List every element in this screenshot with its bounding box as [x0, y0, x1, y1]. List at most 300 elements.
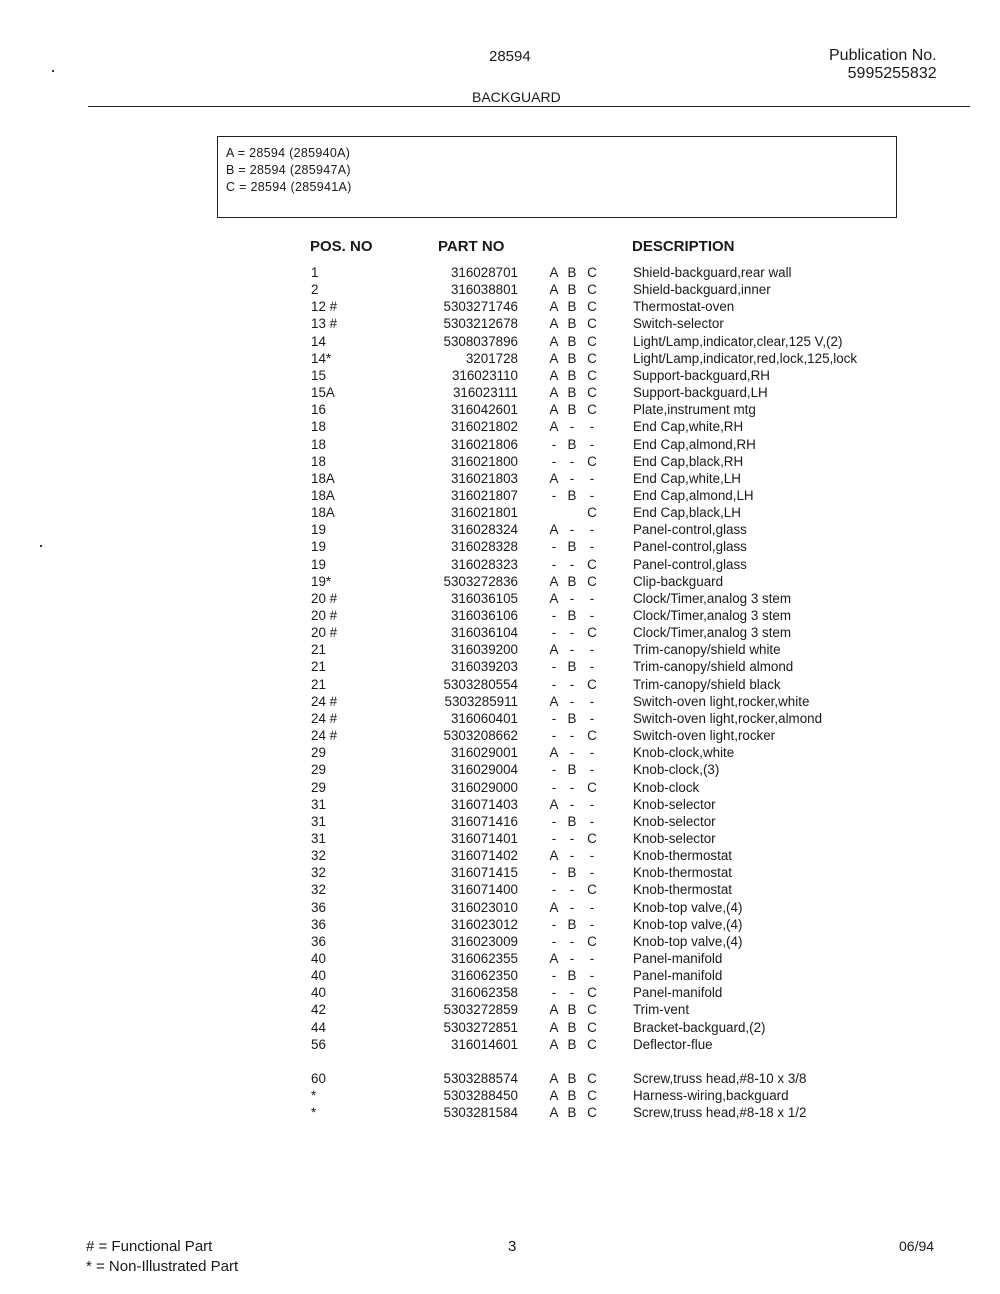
row-part-number: 316021801 [450, 505, 518, 521]
table-row [0, 488, 1000, 505]
row-model-a: A [549, 367, 559, 383]
row-model-b: - [569, 985, 575, 1001]
row-description: Clock/Timer,analog 3 stem [633, 625, 792, 641]
row-model-c: - [589, 899, 595, 915]
row-model-a: - [551, 453, 557, 469]
row-part-number: 5308037896 [443, 333, 518, 349]
row-model-c: C [587, 882, 597, 898]
legend-line-c: C = 28594 (285941A) [226, 180, 352, 194]
row-description: End Cap,black,RH [633, 453, 744, 469]
table-row [0, 900, 1000, 917]
row-pos: 21 [311, 642, 326, 658]
row-model-b: B [567, 402, 577, 418]
row-part-number: 316028324 [450, 522, 518, 538]
row-model-a: A [549, 573, 559, 589]
row-model-a: A [549, 419, 559, 435]
row-description: Support-backguard,RH [633, 367, 770, 383]
row-description: Light/Lamp,indicator,clear,125 V,(2) [633, 333, 843, 349]
row-model-a: A [549, 745, 559, 761]
row-description: Light/Lamp,indicator,red,lock,125,lock [633, 350, 858, 366]
row-model-b: - [569, 693, 575, 709]
row-pos: 32 [311, 882, 326, 898]
row-pos: 19 [311, 539, 326, 555]
row-part-number: 316023010 [450, 899, 518, 915]
row-model-c: - [589, 608, 595, 623]
row-model-a: - [551, 865, 557, 881]
row-model-a: - [551, 539, 557, 555]
row-model-b: - [569, 522, 575, 538]
row-description: Knob-selector [633, 796, 716, 812]
row-pos: 31 [311, 796, 326, 812]
publication-date: 06/94 [899, 1238, 935, 1254]
row-model-b: B [567, 1002, 577, 1018]
row-model-c: - [589, 487, 595, 503]
row-description: Panel-control,glass [633, 522, 747, 538]
row-description: Clock/Timer,analog 3 stem [633, 608, 792, 623]
row-model-c: - [589, 590, 595, 606]
row-pos: 56 [311, 1036, 326, 1052]
row-model-b: B [567, 573, 577, 589]
row-pos: 20 # [311, 625, 338, 641]
row-model-b: - [569, 556, 575, 572]
row-part-number: 316021807 [450, 487, 518, 503]
row-model-a: A [549, 590, 559, 606]
row-model-a: A [549, 282, 559, 298]
table-row [0, 368, 1000, 385]
row-part-number: 316042601 [450, 402, 518, 418]
row-description: Panel-manifold [633, 985, 723, 1001]
row-model-a: A [549, 1070, 559, 1086]
table-row [0, 985, 1000, 1002]
page-number: 3 [508, 1238, 517, 1255]
row-pos: 42 [311, 1002, 326, 1018]
row-description: Switch-oven light,rocker,white [633, 693, 810, 709]
table-row [0, 454, 1000, 471]
row-pos: 18 [311, 436, 326, 452]
row-pos: 18A [311, 505, 335, 521]
row-pos: 31 [311, 813, 326, 829]
row-model-c: - [589, 693, 595, 709]
row-model-c: - [589, 710, 595, 726]
row-model-b: - [569, 590, 575, 606]
table-row [0, 539, 1000, 556]
row-model-c: C [587, 933, 597, 949]
model-legend [226, 145, 352, 196]
row-model-a: - [551, 436, 557, 452]
row-model-c: - [589, 848, 595, 864]
row-pos: 19* [311, 573, 332, 589]
row-model-a: A [549, 693, 559, 709]
row-description: Harness-wiring,backguard [633, 1088, 789, 1104]
row-description: Panel-manifold [633, 951, 723, 966]
row-model-a: - [551, 933, 557, 949]
row-model-c: - [589, 745, 595, 761]
row-model-c: C [587, 1036, 597, 1052]
row-description: Screw,truss head,#8-18 x 1/2 [633, 1105, 807, 1121]
non-illustrated-note: * = Non-Illustrated Part [86, 1258, 239, 1275]
row-model-b: B [567, 1036, 577, 1052]
row-model-c: - [589, 865, 595, 881]
table-row [0, 608, 1000, 625]
row-part-number: 5303281584 [443, 1105, 518, 1121]
row-model-c: C [587, 556, 597, 572]
row-model-b: B [567, 1105, 577, 1121]
legend-line-b: B = 28594 (285947A) [226, 163, 351, 177]
table-row [0, 437, 1000, 454]
row-pos: 13 # [311, 316, 338, 332]
table-row [0, 694, 1000, 711]
row-part-number: 316029004 [450, 762, 518, 778]
row-model-a: - [551, 487, 557, 503]
table-row [0, 934, 1000, 951]
row-model-b: - [569, 676, 575, 692]
table-row [0, 282, 1000, 299]
row-description: Knob-top valve,(4) [633, 899, 743, 915]
row-model-a: - [551, 556, 557, 572]
row-model-a: A [549, 796, 559, 812]
row-pos: 36 [311, 916, 326, 932]
row-description: Knob-thermostat [633, 865, 732, 881]
row-model-c: - [589, 522, 595, 538]
row-pos: 32 [311, 865, 326, 881]
row-part-number: 316029000 [450, 779, 518, 795]
table-row [0, 334, 1000, 351]
row-part-number: 316062355 [450, 951, 518, 966]
row-pos: 20 # [311, 608, 338, 623]
row-model-a: A [549, 402, 559, 418]
row-model-c: C [587, 1070, 597, 1086]
row-pos: 15 [311, 367, 326, 383]
row-description: Knob-top valve,(4) [633, 916, 743, 932]
row-model-b: - [569, 470, 575, 486]
row-part-number: 316038801 [450, 282, 518, 298]
row-model-b: B [567, 299, 577, 315]
row-description: Clock/Timer,analog 3 stem [633, 590, 792, 606]
row-model-b: B [567, 385, 577, 401]
table-row [0, 1105, 1000, 1122]
row-model-c: C [587, 625, 597, 641]
row-description: Panel-manifold [633, 968, 723, 984]
row-description: Knob-thermostat [633, 882, 732, 898]
row-part-number: 316039200 [450, 642, 518, 658]
row-model-b: - [569, 419, 575, 435]
table-row [0, 419, 1000, 436]
row-pos: 18 [311, 419, 326, 435]
table-row [0, 797, 1000, 814]
row-part-number: 316071402 [450, 848, 518, 864]
row-model-a: A [549, 642, 559, 658]
row-model-c: - [589, 762, 595, 778]
row-model-b: B [567, 1019, 577, 1035]
row-pos: 40 [311, 985, 326, 1001]
row-part-number: 5303272859 [443, 1002, 518, 1018]
row-model-c: - [589, 436, 595, 452]
row-model-c: - [589, 916, 595, 932]
row-model-c: C [587, 265, 597, 280]
table-row [0, 848, 1000, 865]
row-description: Plate,instrument mtg [633, 402, 756, 418]
row-part-number: 316071416 [450, 813, 518, 829]
table-row [0, 505, 1000, 522]
row-part-number: 316028323 [450, 556, 518, 572]
row-model-b: B [567, 916, 577, 932]
row-part-number: 5303272851 [443, 1019, 518, 1035]
row-description: Screw,truss head,#8-10 x 3/8 [633, 1070, 807, 1086]
row-pos: 21 [311, 676, 326, 692]
row-part-number: 316029001 [450, 745, 518, 761]
row-model-b: - [569, 796, 575, 812]
row-model-b: B [567, 865, 577, 881]
row-description: Knob-clock,white [633, 745, 735, 761]
row-model-b: B [567, 265, 577, 280]
table-row [0, 745, 1000, 762]
row-pos: 29 [311, 745, 326, 761]
table-row [0, 591, 1000, 608]
row-model-a: - [551, 779, 557, 795]
row-part-number: 316071400 [450, 882, 518, 898]
row-pos: 1 [311, 265, 319, 280]
scan-speck [40, 545, 42, 547]
row-description: Switch-oven light,rocker [633, 728, 776, 744]
row-model-b: B [567, 813, 577, 829]
row-model-a: - [551, 985, 557, 1001]
scan-speck [52, 70, 54, 72]
model-number: 28594 [489, 48, 531, 65]
row-description: Switch-selector [633, 316, 724, 332]
row-model-b: - [569, 830, 575, 846]
table-row [0, 814, 1000, 831]
row-description: Trim-vent [633, 1002, 690, 1018]
row-model-c: C [587, 350, 597, 366]
row-model-a: A [549, 951, 559, 966]
row-part-number: 5303288450 [443, 1088, 518, 1104]
row-model-c: - [589, 642, 595, 658]
row-model-a: - [551, 728, 557, 744]
row-model-c: C [587, 1105, 597, 1121]
table-row [0, 642, 1000, 659]
row-pos: 20 # [311, 590, 338, 606]
row-model-b: - [569, 745, 575, 761]
row-pos: 29 [311, 779, 326, 795]
table-row [0, 1020, 1000, 1037]
row-model-a: A [549, 350, 559, 366]
row-pos: 21 [311, 659, 326, 675]
table-row [0, 831, 1000, 848]
row-description: Shield-backguard,rear wall [633, 265, 792, 280]
row-description: Trim-canopy/shield white [633, 642, 781, 658]
row-part-number: 316021806 [450, 436, 518, 452]
row-part-number: 316014601 [450, 1036, 518, 1052]
row-pos: 19 [311, 556, 326, 572]
row-part-number: 5303285911 [444, 693, 518, 709]
row-model-b: B [567, 1070, 577, 1086]
row-model-b: B [567, 350, 577, 366]
row-model-c: C [587, 333, 597, 349]
row-description: Clip-backguard [633, 573, 724, 589]
row-model-c: C [587, 299, 597, 315]
row-description: Knob-clock,(3) [633, 762, 720, 778]
row-description: Knob-top valve,(4) [633, 933, 743, 949]
row-model-c: - [589, 659, 595, 675]
row-model-b: B [567, 659, 577, 675]
row-description: Switch-oven light,rocker,almond [633, 710, 823, 726]
row-pos: 40 [311, 951, 326, 966]
row-description: Shield-backguard,inner [633, 282, 771, 298]
row-part-number: 316028328 [450, 539, 518, 555]
row-description: Knob-selector [633, 813, 716, 829]
row-part-number: 316023111 [452, 385, 518, 401]
row-pos: 18A [311, 470, 335, 486]
row-part-number: 5303208662 [443, 728, 518, 744]
row-model-a: A [549, 470, 559, 486]
header-rule [88, 106, 970, 107]
row-model-c: C [587, 728, 597, 744]
table-row [0, 351, 1000, 368]
row-pos: 44 [311, 1019, 326, 1035]
row-description: End Cap,black,LH [633, 505, 741, 521]
row-pos: 29 [311, 762, 326, 778]
row-model-a: - [551, 882, 557, 898]
row-model-c: C [587, 676, 597, 692]
row-model-a: - [551, 830, 557, 846]
column-header-pos: POS. NO [310, 238, 373, 255]
row-model-b: B [567, 1088, 577, 1104]
column-header-description: DESCRIPTION [632, 238, 735, 255]
row-part-number: 316036105 [450, 590, 518, 606]
row-part-number: 316023110 [451, 367, 518, 383]
row-model-a: A [549, 1002, 559, 1018]
row-part-number: 316062358 [450, 985, 518, 1001]
row-model-c: - [589, 539, 595, 555]
table-row [0, 574, 1000, 591]
row-pos: 24 # [311, 693, 338, 709]
row-pos: 40 [311, 968, 326, 984]
row-part-number: 5303212678 [443, 316, 518, 332]
row-model-b: - [569, 848, 575, 864]
row-part-number: 3201728 [465, 350, 518, 366]
table-row [0, 728, 1000, 745]
row-part-number: 316023009 [450, 933, 518, 949]
row-model-c: C [587, 985, 597, 1001]
row-part-number: 5303288574 [443, 1070, 518, 1086]
row-model-c: - [589, 813, 595, 829]
row-model-c: C [587, 830, 597, 846]
row-model-a: A [549, 1088, 559, 1104]
row-description: Knob-clock [633, 779, 700, 795]
publication-block [829, 47, 937, 83]
table-row [0, 917, 1000, 934]
row-model-c: C [587, 316, 597, 332]
row-model-c: - [589, 951, 595, 966]
row-model-a: A [549, 316, 559, 332]
row-description: End Cap,almond,LH [633, 487, 754, 503]
row-model-b: B [567, 710, 577, 726]
row-model-a: - [551, 916, 557, 932]
row-pos: 16 [311, 402, 326, 418]
row-model-b: B [567, 436, 577, 452]
row-model-c: - [589, 419, 595, 435]
row-model-b: B [567, 968, 577, 984]
table-row [0, 299, 1000, 316]
row-description: Panel-control,glass [633, 556, 747, 572]
table-row [0, 1088, 1000, 1105]
table-row [0, 951, 1000, 968]
row-model-c: C [587, 779, 597, 795]
table-row [0, 882, 1000, 899]
row-pos: 18 [311, 453, 326, 469]
row-model-a: - [551, 968, 557, 984]
row-description: Deflector-flue [633, 1036, 713, 1052]
row-model-a: - [551, 710, 557, 726]
row-pos: 14* [311, 350, 332, 366]
row-model-a: - [551, 676, 557, 692]
row-description: Panel-control,glass [633, 539, 747, 555]
row-pos: 36 [311, 933, 326, 949]
row-part-number: 316036106 [450, 608, 518, 623]
row-model-b: B [567, 316, 577, 332]
row-model-b: - [569, 642, 575, 658]
legend-line-a: A = 28594 (285940A) [226, 146, 351, 160]
table-row [0, 625, 1000, 642]
row-part-number: 316062350 [450, 968, 518, 984]
table-row [0, 762, 1000, 779]
row-pos: * [311, 1105, 317, 1121]
row-model-b: - [569, 882, 575, 898]
row-part-number: 316021802 [450, 419, 518, 435]
row-part-number: 316071401 [450, 830, 518, 846]
row-pos: 36 [311, 899, 326, 915]
row-pos: 18A [311, 487, 335, 503]
row-model-b: - [569, 453, 575, 469]
row-pos: * [311, 1088, 317, 1104]
row-description: Bracket-backguard,(2) [633, 1019, 766, 1035]
row-model-a: A [549, 385, 559, 401]
row-model-b: B [567, 333, 577, 349]
row-model-c: C [587, 385, 597, 401]
row-model-b: B [567, 762, 577, 778]
row-model-a: - [551, 762, 557, 778]
row-model-b: B [567, 367, 577, 383]
row-pos: 15A [311, 385, 335, 401]
row-pos: 24 # [311, 728, 338, 744]
table-row [0, 402, 1000, 419]
publication-number: 5995255832 [847, 65, 937, 82]
row-part-number: 5303280554 [443, 676, 518, 692]
row-part-number: 316021803 [450, 470, 518, 486]
row-part-number: 316060401 [450, 710, 518, 726]
row-model-b: B [567, 487, 577, 503]
row-part-number: 5303272836 [443, 573, 518, 589]
table-row [0, 265, 1000, 282]
row-model-c: - [589, 470, 595, 486]
row-model-a: A [549, 299, 559, 315]
table-row [0, 557, 1000, 574]
row-description: Thermostat-oven [633, 299, 735, 315]
row-model-c: - [589, 968, 595, 984]
row-model-a: A [549, 848, 559, 864]
row-model-a: A [549, 899, 559, 915]
table-row [0, 1071, 1000, 1088]
table-row [0, 471, 1000, 488]
row-model-a: - [551, 813, 557, 829]
row-description: End Cap,almond,RH [633, 436, 756, 452]
row-description: Trim-canopy/shield black [633, 676, 781, 692]
row-model-b: - [569, 933, 575, 949]
table-row [0, 677, 1000, 694]
row-model-a: - [551, 625, 557, 641]
table-row [0, 385, 1000, 402]
row-model-b: B [567, 539, 577, 555]
